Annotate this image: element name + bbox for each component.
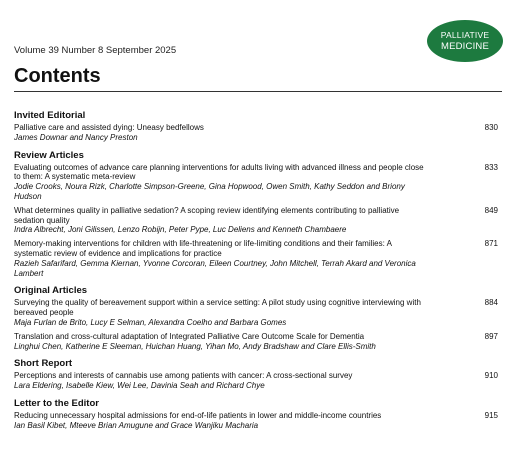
article-authors: Maja Furlan de Brito, Lucy E Selman, Alexandra Coelho and Barbara Gomes bbox=[14, 317, 287, 327]
table-of-contents bbox=[14, 110, 498, 438]
section-heading: Invited Editorial bbox=[14, 110, 86, 121]
article-title[interactable]: Memory-making interventions for children with life-threatening or life-limiting conditions and their families: A systematic review of evidence and implications for practice bbox=[14, 239, 392, 258]
entry-body bbox=[14, 332, 468, 352]
toc-entry[interactable] bbox=[14, 239, 498, 278]
article-title[interactable]: Translation and cross-cultural adaptation of Integrated Palliative Care Outcome Scale for Dementia bbox=[14, 331, 365, 341]
toc-entry[interactable] bbox=[14, 163, 498, 202]
article-title[interactable]: Evaluating outcomes of advance care planning interventions for adults living with advanced illness and people close to them: A systematic meta-review bbox=[14, 162, 424, 182]
page-number: 915 bbox=[484, 410, 498, 420]
toc-section bbox=[14, 150, 498, 279]
article-title[interactable]: Surveying the quality of bereavement support within a service setting: A pilot study using cognitive interviewing with bereaved people bbox=[14, 298, 421, 318]
page-number: 833 bbox=[484, 162, 498, 172]
page-number: 897 bbox=[484, 331, 498, 341]
article-authors: James Downar and Nancy Preston bbox=[14, 132, 138, 142]
article-authors: Lara Eldering, Isabelle Kiew, Wei Lee, Davinia Seah and Richard Chye bbox=[14, 381, 265, 391]
toc-section bbox=[14, 285, 498, 351]
page-number: 871 bbox=[484, 239, 498, 249]
toc-entry[interactable] bbox=[14, 371, 498, 391]
article-title[interactable]: Palliative care and assisted dying: Uneasy bedfellows bbox=[14, 123, 204, 132]
toc-entry[interactable] bbox=[14, 206, 498, 235]
logo-line-1: PALLIATIVE bbox=[440, 30, 490, 40]
entry-body bbox=[14, 298, 468, 327]
article-title[interactable]: Reducing unnecessary hospital admissions for end-of-life patients in lower and middle-income countries bbox=[14, 410, 382, 420]
toc-section bbox=[14, 398, 498, 431]
title-divider bbox=[14, 91, 502, 92]
issue-info: Volume 39 Number 8 September 2025 bbox=[14, 45, 177, 56]
page-number: 884 bbox=[484, 298, 498, 308]
section-heading: Original Articles bbox=[14, 285, 88, 297]
entry-body bbox=[14, 239, 468, 278]
article-authors: Indra Albrecht, Joni Gilissen, Lenzo Robijn, Peter Pype, Luc Deliens and Kenneth Chambaere bbox=[14, 225, 347, 235]
section-heading: Short Report bbox=[14, 358, 73, 370]
page-number: 830 bbox=[484, 123, 498, 132]
toc-entry[interactable] bbox=[14, 411, 498, 431]
toc-entry[interactable] bbox=[14, 332, 498, 352]
page-number: 849 bbox=[484, 205, 498, 215]
article-authors: Ian Basil Kibet, Mteeve Brian Amugune and Grace Wanjiku Macharia bbox=[14, 420, 259, 430]
toc-entry[interactable] bbox=[14, 298, 498, 327]
journal-logo bbox=[427, 20, 503, 62]
section-heading: Letter to the Editor bbox=[14, 397, 99, 409]
entry-body bbox=[14, 123, 468, 143]
toc-section bbox=[14, 358, 498, 391]
article-authors: Razieh Safarifard, Gemma Kiernan, Yvonne Corcoran, Eileen Courtney, John Mitchell, Terrah Akard and Veronica Lambert bbox=[14, 258, 416, 278]
article-authors: Linghui Chen, Katherine E Sleeman, Huichan Huang, Yihan Mo, Andy Bradshaw and Clare Ellis-Smith bbox=[14, 341, 376, 351]
toc-entry[interactable] bbox=[14, 123, 498, 143]
entry-body bbox=[14, 163, 468, 202]
entry-body bbox=[14, 371, 468, 391]
entry-body bbox=[14, 206, 468, 235]
logo-line-2: MEDICINE bbox=[440, 41, 490, 52]
page-title: Contents bbox=[14, 65, 101, 87]
article-title[interactable]: Perceptions and interests of cannabis use among patients with cancer: A cross-sectional survey bbox=[14, 371, 353, 381]
section-heading: Review Articles bbox=[14, 149, 84, 161]
article-title[interactable]: What determines quality in palliative sedation? A scoping review identifying elements contributing to palliative sedation quality bbox=[14, 205, 400, 225]
toc-section bbox=[14, 110, 498, 143]
article-authors: Jodie Crooks, Noura Rizk, Charlotte Simpson-Greene, Gina Hopwood, Owen Smith, Kathy Seddon and Briony Hudson bbox=[14, 182, 405, 201]
page-number: 910 bbox=[484, 371, 498, 381]
entry-body bbox=[14, 411, 468, 431]
